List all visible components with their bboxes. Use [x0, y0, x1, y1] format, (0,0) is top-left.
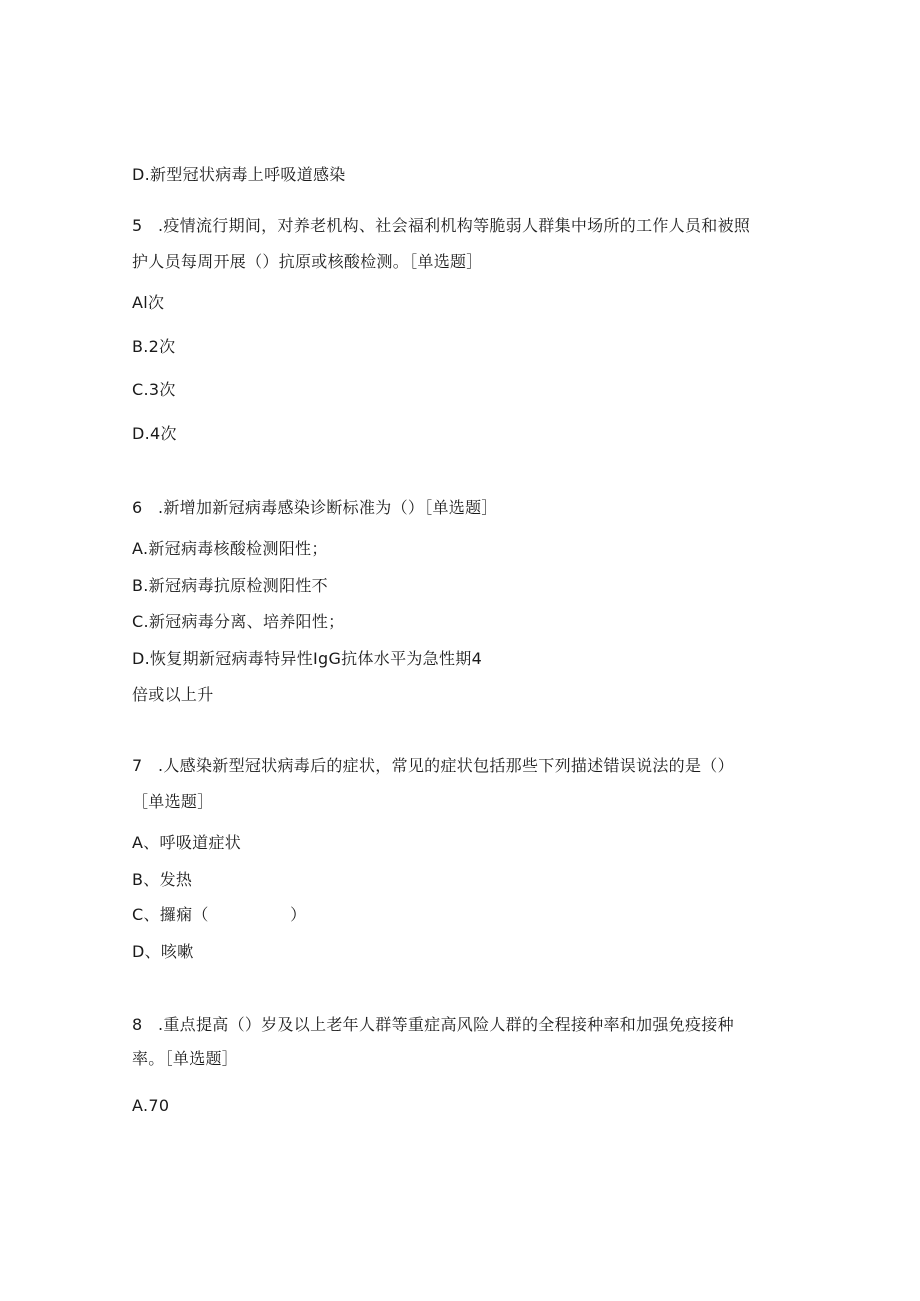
option-text: C.3次 [132, 380, 176, 399]
option-text: Al次 [132, 293, 165, 312]
question-7-stem-cont: ［单选题］ [132, 792, 214, 811]
option-text: B.新冠病毒抗原检测阳性不 [132, 576, 328, 595]
option-text: D.恢复期新冠病毒特异性IgG抗体水平为急性期4 [132, 649, 483, 668]
option-text: C、攞痫（ ） [132, 905, 307, 924]
option-text: B.2次 [132, 337, 176, 356]
option-text: C.新冠病毒分离、培养阳性； [132, 612, 345, 631]
question-text: .疫情流行期间，对养老机构、社会福利机构等脆弱人群集中场所的工作人员和被照 [158, 216, 751, 235]
question-8-stem [132, 1015, 734, 1035]
option-text: A、呼吸道症状 [132, 833, 242, 852]
option-text: D、咳嗽 [132, 942, 194, 961]
option-text-cont: 倍或以上升 [132, 685, 214, 704]
question-text: .重点提高（）岁及以上老年人群等重症高风险人群的全程接种率和加强免疫接种 [158, 1015, 734, 1034]
option-text: D.新型冠状病毒上呼吸道感染 [132, 165, 346, 184]
question-number: 7 [132, 756, 143, 775]
question-5-stem-cont: 护人员每周开展（）抗原或核酸检测。［单选题］ [132, 252, 483, 271]
option-text: D.4次 [132, 424, 177, 443]
question-8-stem-cont: 率。［单选题］ [132, 1049, 239, 1068]
question-7-stem [132, 756, 734, 776]
question-number: 5 [132, 216, 143, 235]
question-text: .人感染新型冠状病毒后的症状，常见的症状包括那些下列描述错误说法的是（） [158, 756, 734, 775]
question-text: .新增加新冠病毒感染诊断标准为（）［单选题］ [158, 498, 498, 517]
question-6-stem [132, 498, 498, 518]
question-number: 8 [132, 1015, 143, 1034]
question-5-stem [132, 216, 750, 236]
option-text: A.70 [132, 1096, 170, 1115]
question-number: 6 [132, 498, 143, 517]
option-text: A.新冠病毒核酸检测阳性； [132, 539, 328, 558]
option-text: B、发热 [132, 870, 193, 889]
